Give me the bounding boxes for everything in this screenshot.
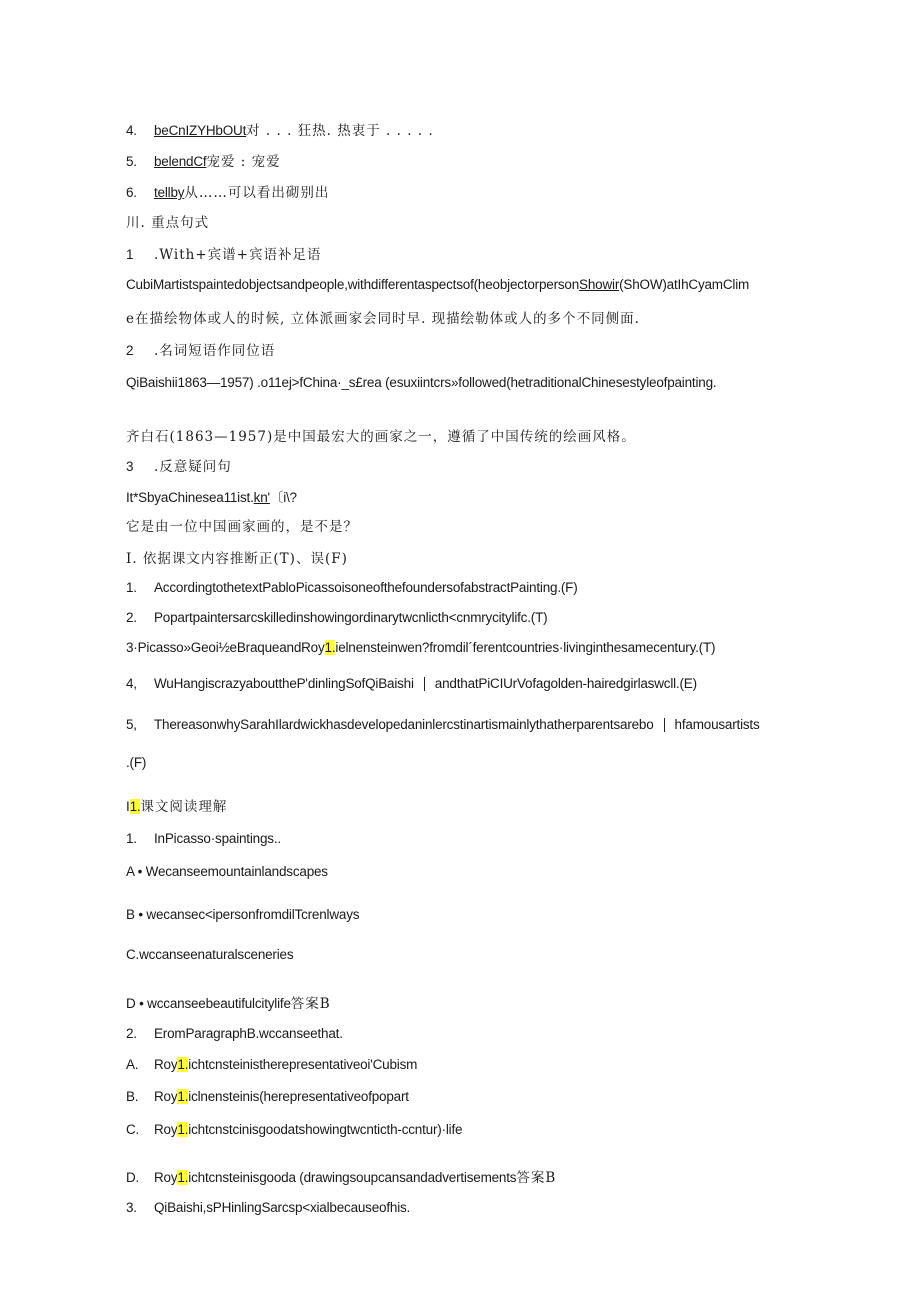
- section-title: I. 依据课文内容推断正(T)、误(F): [126, 551, 348, 567]
- example-sentence-cn: e在描绘物体或人的时候, 立体派画家会同时早. 现描绘勒体或人的多个不同侧面.: [126, 311, 640, 327]
- pattern-heading: 2 .名词短语作同位语: [126, 343, 276, 359]
- option: C. Roy1.ichtcnstcinisgoodatshowingtwcnticth-ccntur)·life: [126, 1122, 463, 1137]
- option: B. Roy1.iclnensteinis(herepresentativeofpopart: [126, 1089, 409, 1104]
- option: D • wccanseebeautifulcitylife答案B: [126, 996, 331, 1012]
- section-title: I1.课文阅读理解: [126, 799, 228, 815]
- pattern-heading: 1 .With+宾谱+宾语补足语: [126, 247, 322, 263]
- tf-item-end: .(F): [126, 755, 147, 770]
- option: A • Wecanseemountainlandscapes: [126, 864, 328, 879]
- vocab-meaning: 宠爱 : 宠爱: [206, 154, 281, 170]
- answer-blank: Showir: [579, 277, 620, 292]
- divider: [424, 677, 425, 691]
- tf-item: 3·Picasso»Geoi½eBraqueandRoy1.ielnensteinwen?fromdil´ferentcountries·livinginthesamecentury.(T): [126, 640, 716, 655]
- option: C.wccanseenaturalsceneries: [126, 947, 294, 962]
- vocab-meaning: 对 . . . 狂热. 热衷于 . . . . .: [246, 123, 434, 139]
- question: 3. QiBaishi,sPHinlingSarcsp<xialbecauseofhis.: [126, 1200, 411, 1215]
- highlight: 1.: [129, 799, 141, 814]
- vocab-meaning: 从……可以看出砌别出: [184, 185, 330, 201]
- section-title: 川. 重点句式: [126, 215, 210, 231]
- question: 1. InPicasso·spaintings..: [126, 831, 281, 846]
- question: 2. EromParagraphB.wccanseethat.: [126, 1026, 343, 1041]
- highlight: 1.: [177, 1057, 189, 1072]
- vocab-item: 5. belendCf宠爱 : 宠爱: [126, 154, 281, 170]
- example-sentence-en: CubiMartistspaintedobjectsandpeople,withdifferentaspectsof(heobjectorpersonShowir(ShOW)atIhCyamClim: [126, 277, 750, 292]
- example-sentence-cn: 齐白石(1863—1957)是中国最宏大的画家之一，遵循了中国传统的绘画风格。: [126, 429, 636, 445]
- answer-blank: kn': [253, 490, 270, 505]
- divider: [664, 718, 665, 732]
- vocab-term: tellby: [154, 185, 185, 200]
- vocab-term: beCnIZYHbOUt: [154, 123, 247, 138]
- answer: 答案B: [516, 1170, 557, 1186]
- example-sentence-en: QiBaishii1863—1957) .o11ej>fChina·_s£rea (esuxiintcrs»followed(hetraditionalChinesestyleofpainting.: [126, 375, 717, 390]
- tf-item: 2. Popartpaintersarcskilledinshowingordinarytwcnlicth<cnmrycitylifc.(T): [126, 610, 548, 625]
- highlight: 1.: [324, 640, 336, 655]
- highlight: 1.: [177, 1089, 189, 1104]
- option: B • wecansec<ipersonfromdilTcrenlways: [126, 907, 360, 922]
- vocab-item: 4. beCnIZYHbOUt对 . . . 狂热. 热衷于 . . . . .: [126, 123, 434, 139]
- tf-item: 1. AccordingtothetextPabloPicassoisoneofthefoundersofabstractPainting.(F): [126, 580, 578, 595]
- option: D. Roy1.ichtcnsteinisgooda (drawingsoupcansandadvertisements答案B: [126, 1170, 557, 1186]
- pattern-heading: 3 .反意疑问句: [126, 459, 232, 475]
- tf-item: 5, ThereasonwhySarahIlardwickhasdevelopedaninlercstinartismainlythatherparentsarebo hfamousartists: [126, 717, 760, 732]
- highlight: 1.: [177, 1122, 189, 1137]
- highlight: 1.: [177, 1170, 189, 1185]
- option: A. Roy1.ichtcnsteinistherepresentativeoi'Cubism: [126, 1057, 418, 1072]
- example-sentence-en: It*SbyaChinesea11ist.kn'〔i\?: [126, 490, 297, 505]
- vocab-item: 6. tellby从……可以看出砌别出: [126, 185, 330, 201]
- answer: 答案B: [290, 996, 331, 1012]
- vocab-term: belendCf: [154, 154, 207, 169]
- tf-item: 4, WuHangiscrazyabouttheP'dinlingSofQiBaishi andthatPiCIUrVofagolden-hairedgirlaswcll.(E): [126, 676, 697, 691]
- example-sentence-cn: 它是由一位中国画家画的，是不是？: [126, 519, 358, 535]
